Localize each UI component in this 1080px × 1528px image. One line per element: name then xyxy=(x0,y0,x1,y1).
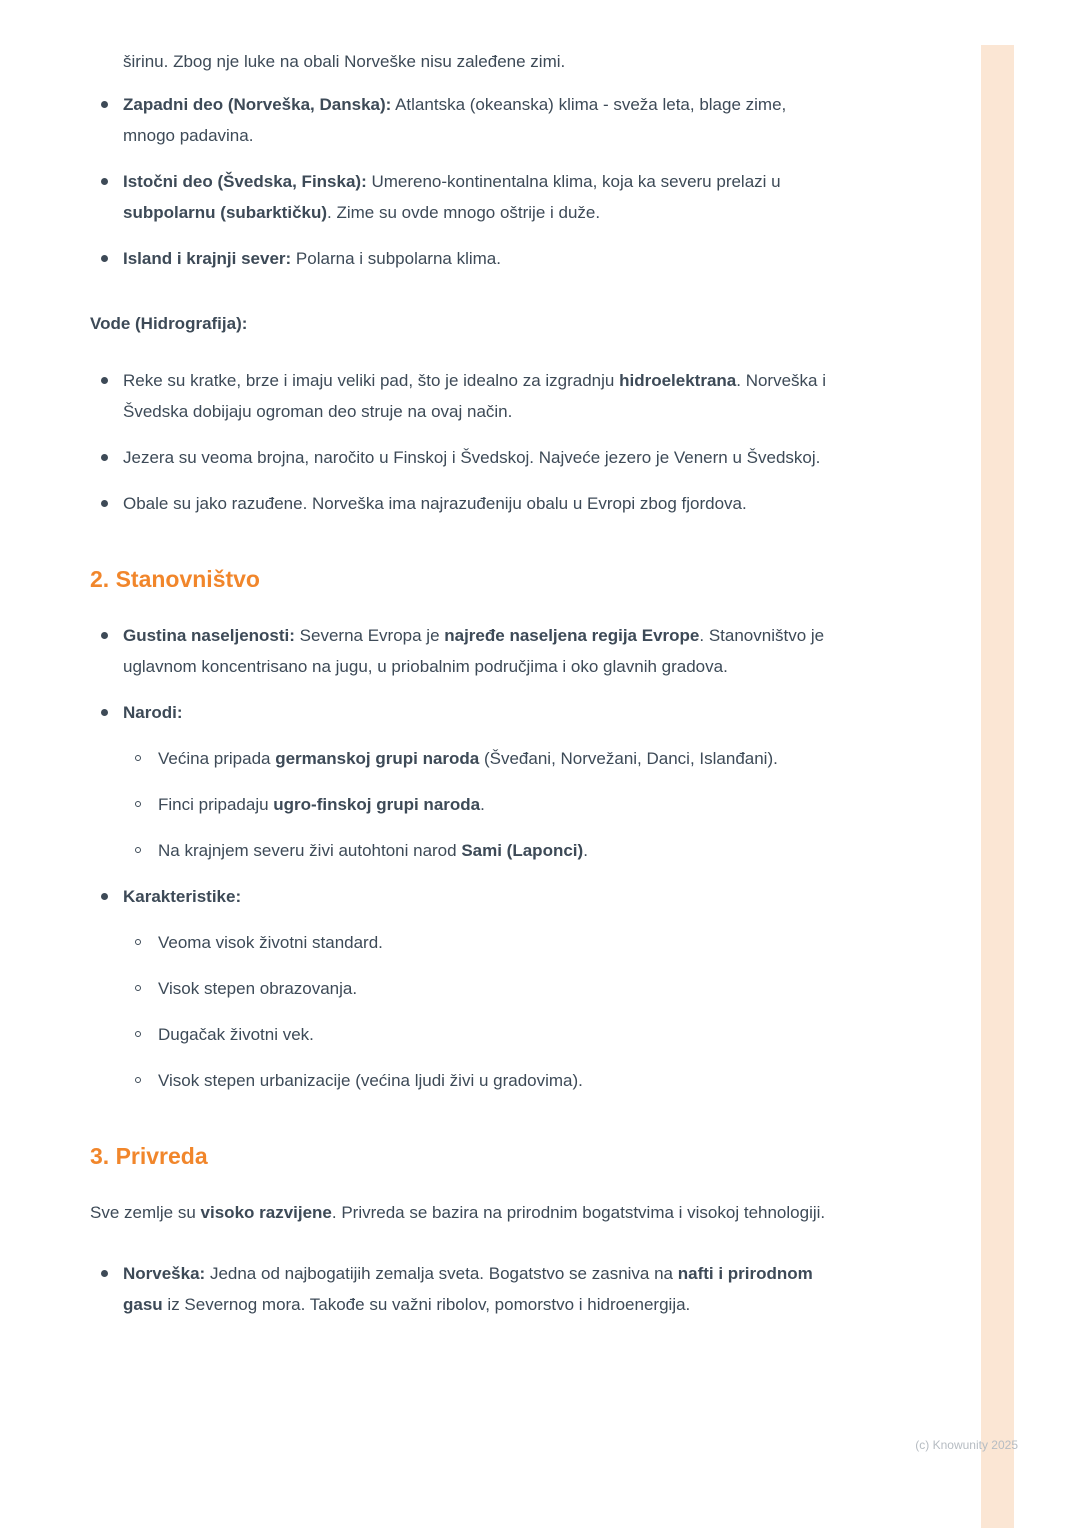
text-segment: Sve zemlje su xyxy=(90,1203,201,1222)
sub-list-item xyxy=(123,1065,832,1096)
list-item-text xyxy=(123,703,183,722)
bullet-icon xyxy=(101,454,108,461)
text-segment: . Privreda se bazira na prirodnim bogatstvima i visokoj tehnologiji. xyxy=(331,1203,826,1222)
bullet-icon xyxy=(101,255,108,262)
text-segment: Veoma visok životni standard. xyxy=(158,933,383,952)
sub-list xyxy=(123,743,832,866)
bold-text: najređe naseljena regija Evrope xyxy=(444,626,700,645)
text-segment: Većina pripada xyxy=(158,749,276,768)
list-item-text xyxy=(123,887,241,906)
text-segment: iz Severnog mora. Takođe su važni ribolov, pomorstvo i hidroenergija. xyxy=(162,1295,691,1314)
privreda-intro-paragraph xyxy=(90,1197,832,1228)
bold-text: Norveška: xyxy=(123,1264,206,1283)
circle-bullet-icon xyxy=(135,801,141,807)
section-heading-privreda: 3. Privreda xyxy=(90,1143,208,1169)
bold-text: visoko razvijene xyxy=(200,1203,332,1222)
circle-bullet-icon xyxy=(135,985,141,991)
text-segment: . Stanovništvo je uglavnom koncentrisano na jugu, u priobalnim područjima i oko glavnih gradova. xyxy=(123,626,825,676)
stanovnistvo-list xyxy=(90,620,832,1096)
text-segment: Atlantska (okeanska) klima - sveža leta, blage zime, mnogo padavina. xyxy=(123,95,787,145)
sub-list-item xyxy=(123,743,832,774)
text-segment: (Šveđani, Norvežani, Danci, Islanđani). xyxy=(479,749,778,768)
text-segment: Umereno-kontinentalna klima, koja ka severu prelazi u xyxy=(366,172,781,191)
list-item xyxy=(90,881,832,1096)
list-item-text xyxy=(158,1071,583,1090)
text-segment: Visok stepen urbanizacije (većina ljudi živi u gradovima). xyxy=(158,1071,583,1090)
continuation-line: širinu. Zbog nje luke na obali Norveške nisu zaleđene zimi. xyxy=(123,52,566,71)
sub-list-item xyxy=(123,835,832,866)
bold-text: ugro-finskoj grupi naroda xyxy=(273,795,481,814)
bullet-icon xyxy=(101,709,108,716)
bold-text: Sami (Laponci) xyxy=(461,841,584,860)
sub-list-item xyxy=(123,973,832,1004)
list-item-text xyxy=(123,172,781,222)
text-segment: . Zime su ovde mnogo oštrije i duže. xyxy=(327,203,601,222)
sub-list-item xyxy=(123,789,832,820)
text-segment: Visok stepen obrazovanja. xyxy=(158,979,358,998)
sub-list xyxy=(123,927,832,1096)
text-segment: Na krajnjem severu živi autohtoni narod xyxy=(158,841,462,860)
list-item xyxy=(90,365,832,427)
bullet-icon xyxy=(101,632,108,639)
privreda-list xyxy=(90,1258,832,1320)
circle-bullet-icon xyxy=(135,847,141,853)
list-item xyxy=(90,488,832,519)
list-item-text xyxy=(158,841,588,860)
section-heading-stanovnistvo: 2. Stanovništvo xyxy=(90,566,260,592)
list-item-text xyxy=(123,371,826,421)
list-item-text xyxy=(123,95,786,145)
document-content xyxy=(90,46,832,1335)
list-item xyxy=(90,620,832,682)
text-segment: Obale su jako razuđene. Norveška ima najrazuđeniju obalu u Evropi zbog fjordova. xyxy=(123,494,747,513)
bold-text: Istočni deo (Švedska, Finska): xyxy=(123,172,367,191)
list-item-text xyxy=(123,448,820,467)
list-item-text xyxy=(123,1264,813,1314)
list-item-text xyxy=(158,749,778,768)
bold-text: Narodi: xyxy=(123,703,183,722)
sub-list-item xyxy=(123,1019,832,1050)
list-item xyxy=(90,442,832,473)
climate-list xyxy=(90,89,832,274)
bold-text: Island i krajnji sever: xyxy=(123,249,292,268)
list-item xyxy=(90,166,832,228)
list-item-text xyxy=(158,795,485,814)
bold-text: nafti i prirodnom gasu xyxy=(123,1264,813,1314)
bullet-icon xyxy=(101,101,108,108)
list-item-text xyxy=(158,1025,314,1044)
circle-bullet-icon xyxy=(135,755,141,761)
bold-text: Karakteristike: xyxy=(123,887,242,906)
bullet-icon xyxy=(101,500,108,507)
list-item xyxy=(90,697,832,866)
sub-list-item xyxy=(123,927,832,958)
text-segment: Jedna od najbogatijih zemalja sveta. Bogatstvo se zasniva na xyxy=(205,1264,678,1283)
text-segment: . xyxy=(583,841,588,860)
circle-bullet-icon xyxy=(135,1077,141,1083)
circle-bullet-icon xyxy=(135,1031,141,1037)
bold-text: Zapadni deo (Norveška, Danska): xyxy=(123,95,392,114)
list-item-text xyxy=(123,249,501,268)
page-edge-stripe xyxy=(981,45,1014,1528)
list-item-text xyxy=(158,979,357,998)
text-segment: Severna Evropa je xyxy=(294,626,445,645)
bullet-icon xyxy=(101,377,108,384)
bold-text: Gustina naseljenosti: xyxy=(123,626,295,645)
list-item xyxy=(90,243,832,274)
vode-heading: Vode (Hidrografija): xyxy=(90,314,248,333)
text-segment: Reke su kratke, brze i imaju veliki pad, što je idealno za izgradnju xyxy=(123,371,620,390)
text-segment: Dugačak životni vek. xyxy=(158,1025,314,1044)
bold-text: hidroelektrana xyxy=(619,371,737,390)
copyright-note: (c) Knowunity 2025 xyxy=(915,1438,1018,1452)
bullet-icon xyxy=(101,1270,108,1277)
list-item-text xyxy=(123,626,824,676)
list-item-text xyxy=(123,494,747,513)
list-item-text xyxy=(158,933,383,952)
text-segment: Polarna i subpolarna klima. xyxy=(291,249,501,268)
list-item xyxy=(90,89,832,151)
text-segment: Jezera su veoma brojna, naročito u Finskoj i Švedskoj. Najveće jezero je Venern u Švedskoj. xyxy=(123,448,821,467)
bullet-icon xyxy=(101,893,108,900)
bullet-icon xyxy=(101,178,108,185)
text-segment: . xyxy=(480,795,485,814)
vode-list xyxy=(90,365,832,519)
bold-text: germanskoj grupi naroda xyxy=(275,749,480,768)
circle-bullet-icon xyxy=(135,939,141,945)
text-segment: . Norveška i Švedska dobijaju ogroman deo struje na ovaj način. xyxy=(123,371,826,421)
bold-text: subpolarnu (subarktičku) xyxy=(123,203,328,222)
list-item xyxy=(90,1258,832,1320)
text-segment: Finci pripadaju xyxy=(158,795,274,814)
